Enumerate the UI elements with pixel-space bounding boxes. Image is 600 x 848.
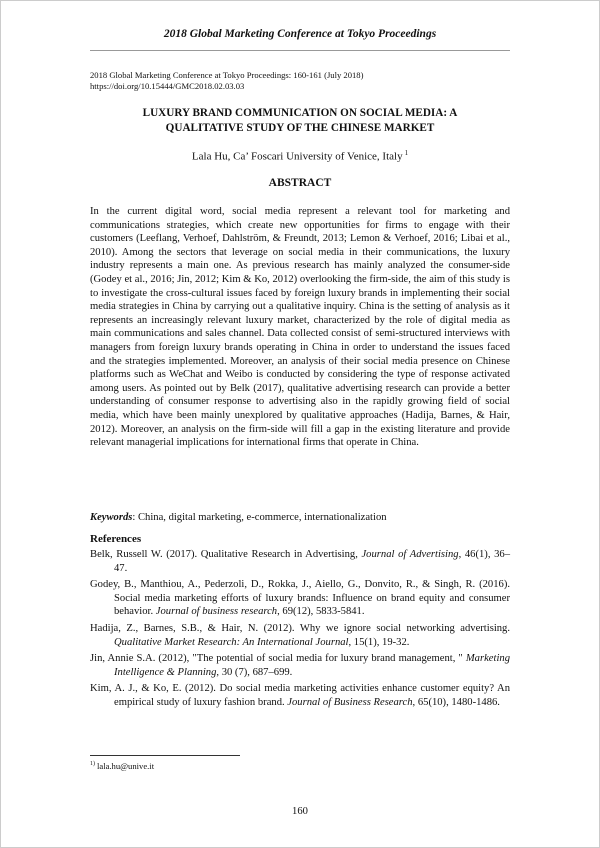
keywords-list: : China, digital marketing, e-commerce, internationalization — [132, 512, 387, 523]
reference-journal: Journal of Advertising — [361, 549, 459, 560]
citation-line: 2018 Global Marketing Conference at Tokyo Proceedings: 160-161 (July 2018) — [90, 70, 364, 80]
reference-item — [90, 622, 510, 649]
doi-link[interactable]: https://doi.org/10.15444/GMC2018.02.03.03 — [90, 81, 245, 91]
abstract-heading: ABSTRACT — [268, 177, 332, 189]
reference-details: , 46(1), 36–47. — [114, 549, 510, 574]
reference-journal: Journal of Business Research — [287, 696, 413, 708]
reference-text: Hadija, Z., Barnes, S.B., & Hair, N. (2012). Why we ignore social networking advertising. — [90, 622, 510, 634]
keywords — [90, 512, 510, 523]
reference-journal: Journal of business research — [155, 606, 278, 618]
abstract-text: In the current digital word, social media represent a relevant tool for marketing and communications strategies, which create new opportunities for firms to engage with their customers (Leeflang, Verhoef, Dahlström, & Freundt, 2013; Lemon & Verhoef, 2016; Libai et al., 2010). Among the sectors that leverage on social media in their communications, the luxury industry represents a main one. As previous research has mainly analyzed the consumer-side (Godey et al., 2016; Jin, 2012; Kim & Ko, 2012) overlooking the firm-side, the aim of this study is to investigate the cross-cultural issues faced by foreign luxury brands in implementing their social media strategies in China by carrying out a qualitative inquiry. China is the setting of analysis as it represents an increasingly relevant luxury market, characterized by the role of digital media as main communications and sales channel. Data collected consist of semi-structured interviews with managers from foreign luxury brands operating in China in order to understand the issues faced and the strategies implemented. Moreover, an analysis of their social media presence on Chinese platforms such as WeChat and Weibo is conducted by considering the type of response activated among users. As pointed out by Belk (2017), qualitative advertising research can provide a better understanding of consumer response to advertising also in the rapidly growing field of social media, which have been mainly unexplored by qualitative approaches (Hadija, Barnes, & Hair, 2012). Moreover, an analysis on the firm-side will fill a gap in the existing literature and provide relevant managerial implications for international firms that operate in China. — [90, 206, 510, 449]
footnote-rule — [90, 755, 240, 756]
title-line: LUXURY BRAND COMMUNICATION ON SOCIAL MEDIA: A — [142, 107, 458, 119]
footnote — [90, 761, 154, 771]
reference-text: Jin, Annie S.A. (2012), "The potential of social media for luxury brand management, " — [90, 653, 466, 665]
page-number: 160 — [292, 806, 308, 817]
reference-text: Kim, A. J., & Ko, E. (2012). Do social media marketing activities enhance customer equity? An empirical study of luxury fashion brand. — [90, 683, 510, 708]
references-heading: References — [90, 533, 142, 545]
footnote-mark: 1) — [90, 761, 95, 768]
reference-item — [90, 578, 510, 619]
header-rule — [90, 50, 510, 51]
reference-details: , 65(10), 1480-1486. — [412, 696, 500, 708]
author-name: Lala Hu, Ca’ Foscari University of Venice, Italy — [191, 150, 403, 163]
running-head: 2018 Global Marketing Conference at Tokyo Proceedings — [163, 28, 437, 40]
paper-title — [90, 106, 510, 135]
reference-journal: Marketing Intelligence & Planning — [114, 653, 510, 678]
citation-block — [90, 70, 510, 92]
author-footnote-mark: 1 — [404, 149, 409, 157]
reference-details: , 69(12), 5833-5841. — [277, 606, 365, 618]
reference-journal: Qualitative Market Research: An International Journal — [114, 636, 349, 648]
author-email[interactable]: lala.hu@unive.it — [97, 761, 155, 771]
keywords-label: Keywords — [90, 512, 133, 523]
reference-details: , 15(1), 19-32. — [348, 636, 410, 648]
reference-details: , 30 (7), 687–699. — [216, 666, 293, 678]
reference-item — [90, 682, 510, 709]
reference-item — [90, 548, 510, 575]
references-list — [90, 548, 510, 713]
author-line — [90, 149, 510, 163]
reference-item — [90, 652, 510, 679]
reference-text: Godey, B., Manthiou, A., Pederzoli, D., Rokka, J., Aiello, G., Donvito, R., & Singh, R. (2016). Social media marketing efforts of luxury brands: Influence on brand equity and consumer behavior. — [90, 579, 510, 618]
title-line: QUALITATIVE STUDY OF THE CHINESE MARKET — [165, 121, 435, 134]
reference-text: Belk, Russell W. (2017). Qualitative Research in Advertising, — [90, 549, 362, 560]
